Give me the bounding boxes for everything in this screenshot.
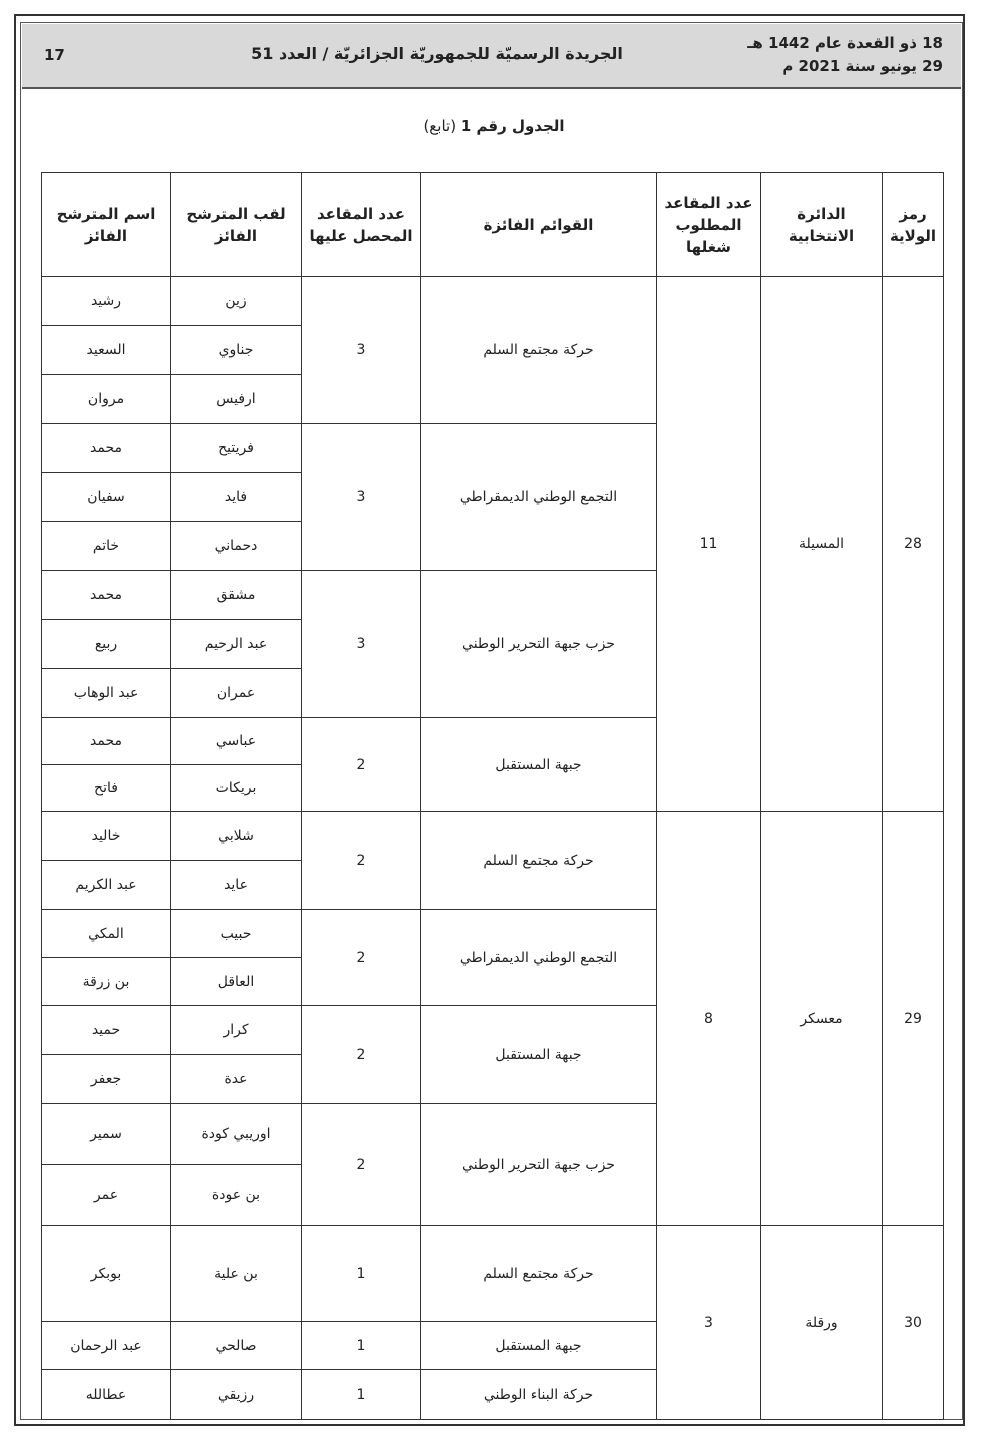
candidate-first-name-cell: فاتح [42, 765, 171, 812]
seats-won-cell: 2 [302, 910, 421, 1006]
candidate-first-name-cell: بن زرقة [42, 958, 171, 1006]
results-table-body [42, 277, 944, 1420]
winning-list-cell: التجمع الوطني الديمقراطي [421, 424, 657, 571]
candidate-surname-cell: فايد [171, 473, 302, 522]
candidate-first-name-cell: خاليد [42, 812, 171, 861]
col-header-candidate-first-name: اسم المترشح الفائز [42, 173, 171, 277]
seats-won-cell: 3 [302, 571, 421, 718]
candidate-first-name-cell: رشيد [42, 277, 171, 326]
winning-list-cell: حركة البناء الوطني [421, 1370, 657, 1420]
candidate-first-name-cell: سفيان [42, 473, 171, 522]
winning-list-cell: حركة مجتمع السلم [421, 812, 657, 910]
seats-won-cell: 1 [302, 1370, 421, 1420]
table-caption-title: الجدول رقم 1 [460, 117, 565, 135]
candidate-first-name-cell: محمد [42, 571, 171, 620]
seats-won-cell: 2 [302, 718, 421, 812]
candidate-surname-cell: فريتيح [171, 424, 302, 473]
col-header-seats-required: عدد المقاعد المطلوب شغلها [657, 173, 761, 277]
seats-won-cell: 2 [302, 1006, 421, 1104]
winning-list-cell: جبهة المستقبل [421, 718, 657, 812]
candidate-surname-cell: رزيقي [171, 1370, 302, 1420]
date-hijri: 18 ذو القعدة عام 1442 هـ [747, 34, 943, 52]
col-header-candidate-surname: لقب المترشح الفائز [171, 173, 302, 277]
candidate-first-name-cell: جعفر [42, 1055, 171, 1104]
candidate-first-name-cell: بوبكر [42, 1226, 171, 1322]
candidate-first-name-cell: عطالله [42, 1370, 171, 1420]
page-number: 17 [44, 46, 65, 64]
district-cell: المسيلة [761, 277, 883, 812]
candidate-surname-cell: شلابي [171, 812, 302, 861]
candidate-first-name-cell: عبد الكريم [42, 861, 171, 910]
seats-won-cell: 1 [302, 1226, 421, 1322]
candidate-surname-cell: ارفيس [171, 375, 302, 424]
candidate-surname-cell: صالحي [171, 1322, 302, 1370]
district-cell: ورقلة [761, 1226, 883, 1420]
candidate-surname-cell: زين [171, 277, 302, 326]
candidate-surname-cell: بريكات [171, 765, 302, 812]
candidate-surname-cell: عبد الرحيم [171, 620, 302, 669]
results-table [41, 172, 944, 1420]
candidate-first-name-cell: محمد [42, 424, 171, 473]
seats-won-cell: 2 [302, 812, 421, 910]
winning-list-cell: التجمع الوطني الديمقراطي [421, 910, 657, 1006]
seats-required-cell: 11 [657, 277, 761, 812]
candidate-surname-cell: العاقل [171, 958, 302, 1006]
seats-required-cell: 8 [657, 812, 761, 1226]
winning-list-cell: حزب جبهة التحرير الوطني [421, 571, 657, 718]
date-gregorian: 29 يونيو سنة 2021 م [782, 57, 943, 75]
winning-list-cell: حزب جبهة التحرير الوطني [421, 1104, 657, 1226]
col-header-wilaya-code: رمز الولاية [883, 173, 944, 277]
candidate-surname-cell: عباسي [171, 718, 302, 765]
col-header-winning-lists: القوائم الفائزة [421, 173, 657, 277]
candidate-first-name-cell: حميد [42, 1006, 171, 1055]
candidate-first-name-cell: سمير [42, 1104, 171, 1165]
candidate-first-name-cell: مروان [42, 375, 171, 424]
table-row [42, 1226, 944, 1322]
wilaya-code-cell: 28 [883, 277, 944, 812]
candidate-first-name-cell: خاتم [42, 522, 171, 571]
candidate-surname-cell: عايد [171, 861, 302, 910]
candidate-first-name-cell: ربيع [42, 620, 171, 669]
seats-won-cell: 1 [302, 1322, 421, 1370]
table-header-row [42, 173, 944, 277]
wilaya-code-cell: 30 [883, 1226, 944, 1420]
candidate-first-name-cell: عبد الوهاب [42, 669, 171, 718]
candidate-first-name-cell: المكي [42, 910, 171, 958]
table-caption [0, 117, 988, 135]
col-header-district: الدائرة الانتخابية [761, 173, 883, 277]
seats-won-cell: 3 [302, 277, 421, 424]
candidate-surname-cell: كرار [171, 1006, 302, 1055]
seats-won-cell: 3 [302, 424, 421, 571]
candidate-surname-cell: عدة [171, 1055, 302, 1104]
winning-list-cell: جبهة المستقبل [421, 1006, 657, 1104]
candidate-first-name-cell: عمر [42, 1165, 171, 1226]
col-header-seats-won: عدد المقاعد المحصل عليها [302, 173, 421, 277]
winning-list-cell: جبهة المستقبل [421, 1322, 657, 1370]
candidate-surname-cell: عمران [171, 669, 302, 718]
candidate-surname-cell: بن عودة [171, 1165, 302, 1226]
wilaya-code-cell: 29 [883, 812, 944, 1226]
winning-list-cell: حركة مجتمع السلم [421, 1226, 657, 1322]
header-dates [747, 32, 943, 78]
candidate-first-name-cell: السعيد [42, 326, 171, 375]
seats-required-cell: 3 [657, 1226, 761, 1420]
district-cell: معسكر [761, 812, 883, 1226]
table-row [42, 277, 944, 326]
candidate-surname-cell: جناوي [171, 326, 302, 375]
candidate-first-name-cell: عبد الرحمان [42, 1322, 171, 1370]
journal-header [22, 24, 961, 89]
table-caption-subtitle: (تابع) [423, 117, 457, 135]
candidate-surname-cell: مشقق [171, 571, 302, 620]
table-row [42, 812, 944, 861]
candidate-first-name-cell: محمد [42, 718, 171, 765]
winning-list-cell: حركة مجتمع السلم [421, 277, 657, 424]
journal-title: الجريدة الرسميّة للجمهوريّة الجزائريّة / العدد 51 [251, 44, 623, 63]
candidate-surname-cell: حبيب [171, 910, 302, 958]
candidate-surname-cell: دحماني [171, 522, 302, 571]
candidate-surname-cell: بن علية [171, 1226, 302, 1322]
seats-won-cell: 2 [302, 1104, 421, 1226]
candidate-surname-cell: اوريبي كودة [171, 1104, 302, 1165]
